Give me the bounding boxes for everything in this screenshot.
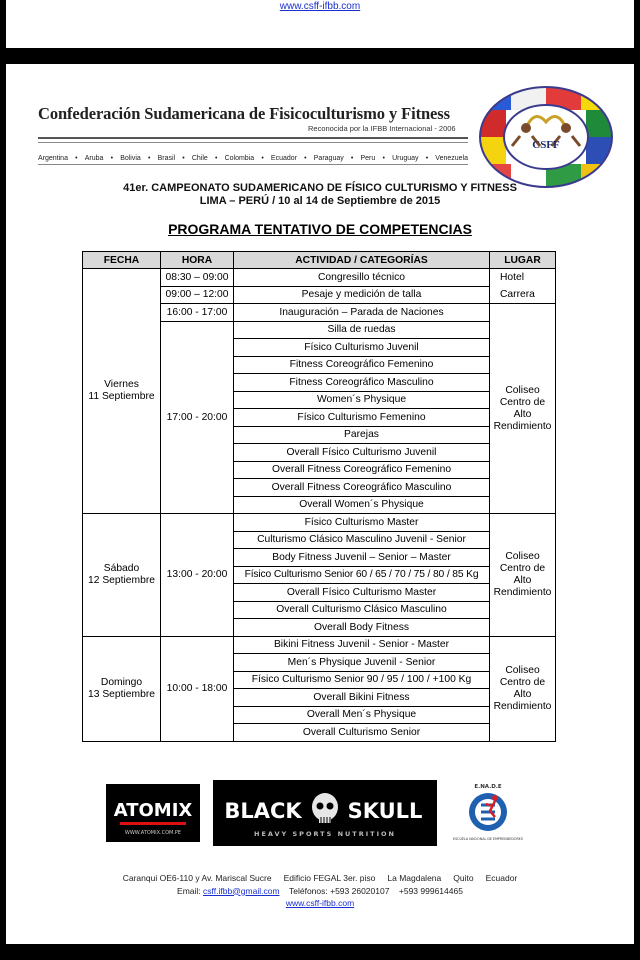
activity-cell: Overall Bikini Fitness <box>234 689 490 707</box>
activity-cell: Físico Culturismo Master <box>234 514 490 532</box>
table-row <box>83 636 556 654</box>
schedule-table <box>82 251 556 742</box>
svg-text:E.NA.D.E: E.NA.D.E <box>474 784 502 790</box>
header-fecha: FECHA <box>83 252 161 269</box>
previous-page-strip <box>6 0 634 48</box>
activity-cell: Overall Culturismo Senior <box>234 724 490 742</box>
activity-cell: Congresillo técnico <box>234 269 490 287</box>
banner-rule-bottom <box>38 164 468 165</box>
activity-cell: Parejas <box>234 426 490 444</box>
footer-contacts: Email: csff.ifbb@gmail.com Teléfonos: +593 26020107 +593 999614465 <box>177 885 463 896</box>
activity-cell: Silla de ruedas <box>234 321 490 339</box>
activity-cell: Pesaje y medición de talla <box>234 286 490 304</box>
country-list: Argentina • Aruba • Bolivia • Brasil • Chile • Colombia • Ecuador • Paraguay • Peru • Uruguay • Venezuela <box>38 155 468 162</box>
table-row <box>83 269 556 287</box>
activity-cell: Físico Culturismo Senior 60 / 65 / 70 / 75 / 80 / 85 Kg <box>234 566 490 584</box>
venue-cell-coliseo: Coliseo Centro de Alto Rendimiento <box>490 514 556 637</box>
venue-cell-hotel: Hotel Carrera <box>490 269 556 304</box>
sponsor-logos <box>6 780 634 850</box>
activity-cell: Culturismo Clásico Masculino Juvenil - Senior <box>234 531 490 549</box>
footer-website-link[interactable]: www.csff-ifbb.com <box>285 898 355 908</box>
banner-rule-thin <box>38 142 468 143</box>
date-cell-saturday: Sábado 12 Septiembre <box>83 514 161 637</box>
activity-cell: Overall Culturismo Clásico Masculino <box>234 601 490 619</box>
country-item: Ecuador <box>270 155 297 162</box>
svg-text:ATOMIX: ATOMIX <box>113 800 193 821</box>
activity-cell: Físico Culturismo Senior 90 / 95 / 100 / +100 Kg <box>234 671 490 689</box>
header-hora: HORA <box>161 252 234 269</box>
confederation-banner <box>36 84 618 194</box>
enade-logo <box>448 780 528 846</box>
event-title: 41er. CAMPEONATO SUDAMERICANO DE FÍSICO CULTURISMO Y FITNESS <box>123 182 517 194</box>
time-cell: 09:00 – 12:00 <box>161 286 234 304</box>
header-lugar: LUGAR <box>490 252 556 269</box>
email-link[interactable]: csff.ifbb@gmail.com <box>203 885 280 896</box>
activity-cell: Men´s Physique Juvenil - Senior <box>234 654 490 672</box>
activity-cell: Fitness Coreográfico Femenino <box>234 356 490 374</box>
activity-cell: Overall Body Fitness <box>234 619 490 637</box>
activity-cell: Bikini Fitness Juvenil - Senior - Master <box>234 636 490 654</box>
country-item: Colombia <box>224 155 255 162</box>
country-item: Bolivia <box>120 155 141 162</box>
svg-text:HEAVY SPORTS NUTRITION: HEAVY SPORTS NUTRITION <box>254 830 396 838</box>
csff-emblem-logo <box>476 84 616 190</box>
activity-cell: Físico Culturismo Femenino <box>234 409 490 427</box>
time-cell: 13:00 - 20:00 <box>161 514 234 637</box>
activity-cell: Women´s Physique <box>234 391 490 409</box>
table-header-row <box>83 252 556 269</box>
table-row <box>83 514 556 532</box>
country-item: Uruguay <box>392 155 419 162</box>
activity-cell: Físico Culturismo Juvenil <box>234 339 490 357</box>
venue-cell-coliseo: Coliseo Centro de Alto Rendimiento <box>490 304 556 514</box>
activity-cell: Overall Women´s Physique <box>234 496 490 514</box>
atomix-logo <box>106 784 200 842</box>
time-cell: 08:30 – 09:00 <box>161 269 234 287</box>
banner-rule <box>38 137 468 139</box>
activity-cell: Body Fitness Juvenil – Senior – Master <box>234 549 490 567</box>
activity-cell: Overall Físico Culturismo Master <box>234 584 490 602</box>
header-actividad: ACTIVIDAD / CATEGORÍAS <box>234 252 490 269</box>
country-item: Aruba <box>84 155 104 162</box>
date-cell-sunday: Domingo 13 Septiembre <box>83 636 161 741</box>
org-recognition: Reconocida por la IFBB Internacional - 2006 <box>308 124 456 133</box>
svg-text:ESCUELA NACIONAL DE EMPRENDEDO: ESCUELA NACIONAL DE EMPRENDEDORES <box>453 837 523 841</box>
blackskull-logo <box>213 780 437 846</box>
time-cell: 17:00 - 20:00 <box>161 321 234 514</box>
activity-cell: Overall Físico Culturismo Juvenil <box>234 444 490 462</box>
country-item: Chile <box>191 155 208 162</box>
program-title: PROGRAMA TENTATIVO DE COMPETENCIAS <box>168 221 472 237</box>
event-location-dates: LIMA – PERÚ / 10 al 14 de Septiembre de 2015 <box>199 195 441 207</box>
time-cell: 10:00 - 18:00 <box>161 636 234 741</box>
top-website-link[interactable]: www.csff-ifbb.com <box>279 1 361 12</box>
country-item: Venezuela <box>435 155 468 162</box>
footer <box>6 872 634 910</box>
activity-cell: Inauguración – Parada de Naciones <box>234 304 490 322</box>
activity-cell: Fitness Coreográfico Masculino <box>234 374 490 392</box>
event-heading <box>6 182 634 208</box>
footer-address: Caranqui OE6-110 y Av. Mariscal Sucre Edificio FEGAL 3er. piso La Magdalena Quito Ecuador <box>122 873 518 883</box>
activity-cell: Overall Men´s Physique <box>234 706 490 724</box>
country-item: Paraguay <box>313 155 344 162</box>
activity-cell: Overall Fitness Coreográfico Masculino <box>234 479 490 497</box>
svg-text:BLACK: BLACK <box>224 799 302 823</box>
date-cell-friday: Viernes 11 Septiembre <box>83 269 161 514</box>
org-name: Confederación Sudamericana de Fisicoculturismo y Fitness <box>38 104 450 123</box>
svg-text:WWW.ATOMIX.COM.PE: WWW.ATOMIX.COM.PE <box>124 830 182 836</box>
venue-cell-coliseo: Coliseo Centro de Alto Rendimiento <box>490 636 556 741</box>
document-page <box>6 64 634 944</box>
time-cell: 16:00 - 17:00 <box>161 304 234 322</box>
country-item: Peru <box>360 155 376 162</box>
country-item: Brasil <box>157 155 176 162</box>
svg-text:SKULL: SKULL <box>347 799 423 823</box>
country-item: Argentina <box>38 155 68 162</box>
emblem-text: CSFF <box>532 139 560 151</box>
activity-cell: Overall Fitness Coreográfico Femenino <box>234 461 490 479</box>
